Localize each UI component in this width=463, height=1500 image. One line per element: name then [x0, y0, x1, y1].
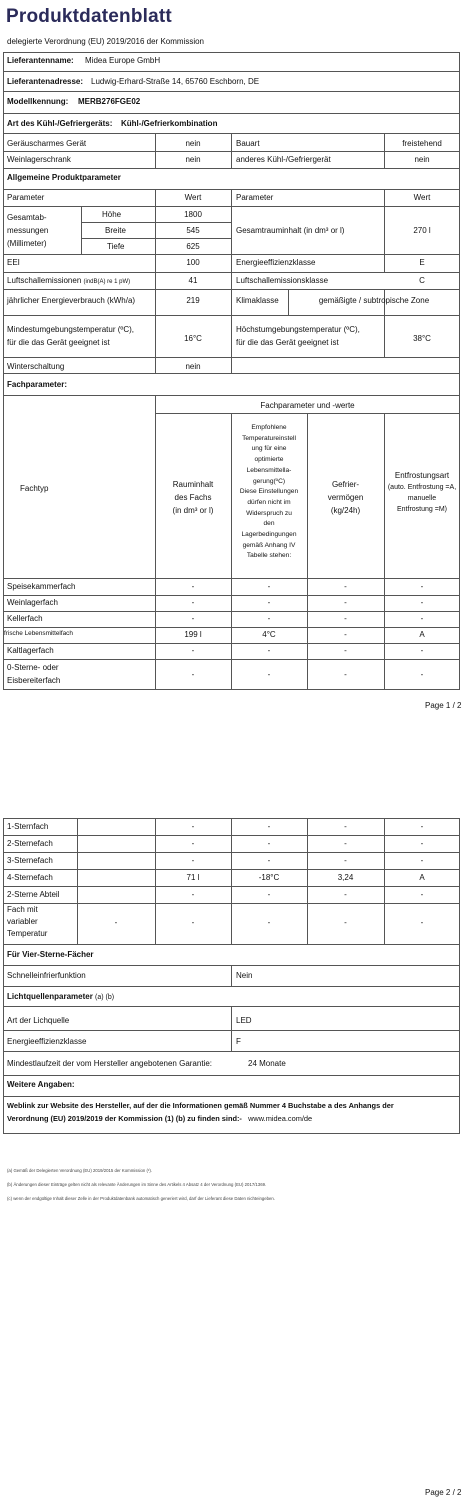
compartment-volume: -: [191, 839, 195, 848]
dims-label-2: messungen: [7, 226, 49, 235]
fast-freeze-value: Nein: [236, 971, 253, 980]
variable-temp-extra: -: [114, 918, 118, 927]
light-type-label: Art der Lichquelle: [7, 1016, 70, 1025]
temperature-header-line: gerung(ºC): [252, 477, 286, 485]
row-divider: [3, 869, 460, 870]
width-label: Breite: [105, 226, 126, 235]
noise-label: Luftschallemissionen (indB(A) re 1 pW): [7, 276, 131, 285]
compartment-name: Kaltlagerfach: [7, 646, 54, 655]
compartment-temperature: -: [267, 839, 271, 848]
compartment-type-header: Fachtyp: [20, 484, 49, 493]
compartment-volume: -: [191, 598, 195, 607]
compartment-freeze-capacity: -: [344, 630, 347, 639]
freeze-header-3: (kg/24h): [330, 506, 361, 515]
light-class-value: F: [236, 1037, 241, 1046]
row-divider: [3, 595, 460, 596]
variable-temp-volume: -: [191, 918, 195, 927]
row-divider: [3, 903, 460, 904]
noise-value: 41: [188, 276, 198, 285]
variable-temp-compartment-label: [7, 904, 47, 940]
compartment-name: Weinlagerfach: [7, 598, 58, 607]
device-type-label: Art des Kühl-/Gefriergeräts:: [7, 119, 113, 128]
winter-switch-label: Winterschaltung: [7, 362, 65, 371]
supplier-name-label: Lieferantenname:: [7, 56, 74, 65]
compartment-volume: 199 l: [184, 630, 202, 639]
row-divider: [3, 627, 460, 628]
defrost-header-4: Entfrostung =M): [397, 506, 447, 513]
compartment-temperature: -: [267, 856, 271, 865]
climate-class-label: Klimaklasse: [236, 296, 279, 305]
row-divider: [3, 611, 460, 612]
compartment-temperature: 4°C: [262, 630, 276, 639]
model-value: MERB276FGE02: [78, 97, 141, 106]
temperature-header-line: Temperatureinstell: [242, 434, 296, 442]
compartment-volume: -: [191, 646, 195, 655]
light-section-note: (a) (b): [95, 994, 115, 1001]
dims-label-1: Gesamtab-: [7, 213, 47, 222]
defrost-header-3: manuelle: [407, 495, 437, 502]
light-type-value: LED: [236, 1016, 252, 1025]
compartment-defrost-type: -: [420, 581, 424, 591]
compartment-freeze-capacity: -: [344, 598, 347, 607]
page-number-2: Page 2 / 2: [425, 1488, 462, 1497]
width-value: 545: [186, 226, 200, 235]
compartment-temperature: -: [267, 598, 271, 607]
model-label: Modellkennung:: [7, 97, 69, 106]
compartment-defrost-type: -: [420, 614, 424, 623]
dims-label-3: (Millimeter): [7, 239, 47, 248]
temperature-header-line: Widerspruch zu: [246, 509, 292, 517]
compartment-temperature: -: [267, 581, 271, 591]
compartment-freeze-capacity: -: [344, 614, 347, 623]
compartment-freeze-capacity: -: [344, 822, 347, 831]
other-device-value: nein: [414, 155, 430, 164]
variable-temp-freeze: -: [344, 918, 347, 927]
eei-value: 100: [186, 258, 200, 267]
noise-class-value: C: [419, 276, 425, 285]
compartment-defrost-type: -: [420, 598, 424, 607]
defrost-header-1: Entfrostungsart: [394, 471, 450, 480]
compartment-temperature: -: [267, 669, 271, 679]
wine-cabinet-value: nein: [185, 155, 201, 164]
regulation-subtitle: delegierte Verordnung (EU) 2019/2016 der Kommission: [7, 37, 205, 46]
compartment-volume: -: [191, 822, 195, 831]
compartment-defrost-type: A: [419, 873, 425, 882]
temperature-header: [231, 423, 307, 562]
max-temp-label-1: Höchstumgebungstemperatur (ºC),: [236, 325, 360, 334]
col-value-header-2: Wert: [413, 193, 431, 202]
noise-unit: (indB(A) re 1 pW): [83, 279, 131, 285]
light-class-label: Energieeffizienzklasse: [7, 1037, 87, 1046]
temperature-header-line: optimierte: [254, 456, 284, 464]
row-divider: [3, 659, 460, 660]
compartment-defrost-type: -: [420, 822, 424, 831]
total-volume-label: Gesamtrauminhalt (in dm³ or l): [236, 226, 345, 235]
eei-label: EEI: [7, 258, 20, 267]
fast-freeze-label: Schnelleinfrierfunktion: [7, 971, 86, 980]
temperature-header-line: Lebensmittella-: [246, 466, 292, 474]
four-star-section-title: Für Vier-Sterne-Fächer: [7, 950, 94, 959]
min-temp-value: 16°C: [184, 334, 202, 343]
compartment-group-header: Fachparameter und -werte: [260, 401, 355, 410]
row-divider: [3, 643, 460, 644]
compartment-freeze-capacity: -: [344, 856, 347, 865]
compartment-freeze-capacity: -: [344, 581, 347, 591]
more-info-label: Weitere Angaben:: [7, 1080, 75, 1089]
variable-temp-label-line: Temperatur: [7, 929, 48, 938]
defrost-header-2: (auto. Entfrostung =A,: [387, 484, 457, 491]
variable-temp-label-line: variabler: [7, 917, 38, 926]
compartment-temperature: -: [267, 890, 271, 899]
height-label: Höhe: [102, 210, 122, 219]
energy-class-value: E: [419, 258, 425, 267]
temperature-header-line: den: [263, 520, 275, 528]
volume-header-2: des Fachs: [174, 493, 212, 502]
min-temp-label-1: Mindestumgebungstemperatur (ºC),: [7, 325, 134, 334]
supplier-name-value: Midea Europe GmbH: [85, 56, 161, 65]
supplier-address-value: Ludwig-Erhard-Straße 14, 65760 Eschborn, DE: [91, 77, 260, 86]
freeze-header-1: Gefrier-: [331, 480, 360, 489]
temperature-header-line: Lagerbedingungen: [241, 531, 297, 539]
compartment-name: 2-Sterne Abteil: [7, 890, 60, 899]
col-param-header: Parameter: [7, 193, 45, 202]
compartment-name: Kellerfach: [7, 614, 43, 623]
volume-header-3: (in dm³ or l): [172, 506, 214, 515]
compartment-volume: -: [191, 581, 195, 591]
height-value: 1800: [184, 210, 202, 219]
compartment-defrost-type: A: [419, 630, 425, 639]
general-section-title: Allgemeine Produktparameter: [7, 173, 121, 182]
compartment-name: 4-Sternefach: [7, 873, 53, 882]
col-value-header: Wert: [184, 193, 202, 202]
freeze-header-2: vermögen: [327, 493, 364, 502]
compartment-volume: -: [191, 669, 195, 679]
compartment-name: Speisekammerfach: [7, 581, 76, 591]
compartment-defrost-type: -: [420, 646, 424, 655]
consumption-value: 219: [186, 296, 200, 305]
max-temp-value: 38°C: [413, 334, 431, 343]
compartment-temperature: -: [267, 614, 271, 623]
supplier-address-label: Lieferantenadresse:: [7, 77, 84, 86]
compartment-temperature: -: [267, 646, 271, 655]
design-label: Bauart: [236, 139, 260, 148]
climate-class-value: gemäßigte / subtropische Zone: [318, 296, 430, 305]
footnote-c: (c) wenn der endgültige Inhalt dieser Zelle in der Produktdatenbank automatisch generiert wird, darf der Lieferant diese Daten nichteingeben.: [7, 1196, 275, 1201]
weblink-line-1: Weblink zur Website des Hersteller, auf der die Informationen gemäß Nummer 4 Buchstabe a des Anhangs der: [7, 1101, 394, 1110]
temperature-header-line: Diese Einstellungen: [239, 488, 299, 496]
row-divider: [3, 835, 460, 836]
compartment-volume: -: [191, 614, 195, 623]
temperature-header-line: ung für eine: [251, 445, 287, 453]
variable-temp-label-line: Fach mit: [7, 905, 38, 914]
compartment-defrost-type: -: [420, 839, 424, 848]
temperature-header-line: dürfen nicht im: [247, 498, 291, 506]
compartments-section-title: Fachparameter:: [7, 380, 68, 389]
compartment-freeze-capacity: -: [344, 669, 347, 679]
max-temp-label-2: für die das Gerät geeignet ist: [236, 338, 339, 347]
compartment-name-line2: Eisbereiterfach: [7, 676, 61, 685]
compartment-name: 2-Sternefach: [7, 839, 53, 848]
footnote-b: (b) Änderungen dieser Einträge gelten nicht als relevante Änderungen im Sinne des Artikels 4 Absatz 4 der Verordnung (EU) 2017/1369.: [7, 1182, 267, 1187]
design-value: freistehend: [402, 139, 442, 148]
noise-class-label: Luftschallemissionsklasse: [236, 276, 329, 285]
wine-cabinet-label: Weinlagerschrank: [7, 155, 71, 164]
row-divider: [3, 886, 460, 887]
winter-switch-value: nein: [185, 362, 201, 371]
compartment-defrost-type: -: [420, 669, 424, 679]
compartment-name: 3-Sternefach: [7, 856, 53, 865]
page-number-1: Page 1 / 2: [425, 701, 462, 710]
depth-value: 625: [186, 242, 200, 251]
compartment-name: 0-Sterne- oder: [7, 663, 59, 672]
compartment-freeze-capacity: -: [344, 646, 347, 655]
compartment-freeze-capacity: 3,24: [337, 873, 354, 882]
light-section-title: Lichtquellenparameter (a) (b): [7, 992, 115, 1001]
compartment-freeze-capacity: -: [344, 839, 347, 848]
warranty-value: 24 Monate: [248, 1059, 286, 1068]
footnote-a: (a) Gemäß der Delegierten Verordnung (EU) 2019/2015 der Kommission (²).: [7, 1168, 152, 1173]
compartment-defrost-type: -: [420, 890, 424, 899]
depth-label: Tiefe: [107, 242, 125, 251]
compartment-temperature: -: [267, 822, 271, 831]
min-temp-label-2: für die das Gerät geeignet ist: [7, 338, 110, 347]
low-noise-value: nein: [185, 139, 201, 148]
compartment-name: 1-Sternfach: [7, 822, 49, 831]
device-type-value: Kühl-/Gefrierkombination: [121, 119, 218, 128]
compartment-name: frische Lebensmittelfach: [4, 630, 73, 637]
compartment-defrost-type: -: [420, 856, 424, 865]
warranty-label: Mindestlaufzeit der vom Hersteller angebotenen Garantie:: [7, 1059, 212, 1068]
temperature-header-line: Empfohlene: [251, 424, 287, 431]
col-param-header-2: Parameter: [236, 193, 274, 202]
volume-header-1: Rauminhalt: [172, 480, 214, 489]
variable-temp-temperature: -: [267, 918, 271, 927]
row-divider: [3, 852, 460, 853]
temperature-header-line: gemäß Anhang IV: [242, 541, 296, 549]
variable-temp-defrost: -: [420, 918, 424, 927]
low-noise-label: Geräuscharmes Gerät: [7, 139, 87, 148]
temperature-header-line: Tabelle stehen:: [246, 552, 292, 560]
total-volume-value: 270 l: [413, 226, 431, 235]
compartment-volume: 71 l: [186, 873, 200, 882]
compartment-volume: -: [191, 890, 195, 899]
weblink-line-2: Verordnung (EU) 2019/2019 der Kommission (1) (b) zu finden sind:- www.midea.com/de: [7, 1114, 313, 1123]
other-device-label: anderes Kühl-/Gefriergerät: [236, 155, 331, 164]
page-title: Produktdatenblatt: [6, 6, 172, 27]
compartment-volume: -: [191, 856, 195, 865]
manufacturer-weblink[interactable]: www.midea.com/de: [248, 1114, 313, 1123]
compartment-temperature: -18°C: [258, 873, 280, 882]
consumption-label: jährlicher Energieverbrauch (kWh/a): [7, 296, 136, 305]
compartment-freeze-capacity: -: [344, 890, 347, 899]
energy-class-label: Energieeffizienzklasse: [236, 258, 316, 267]
